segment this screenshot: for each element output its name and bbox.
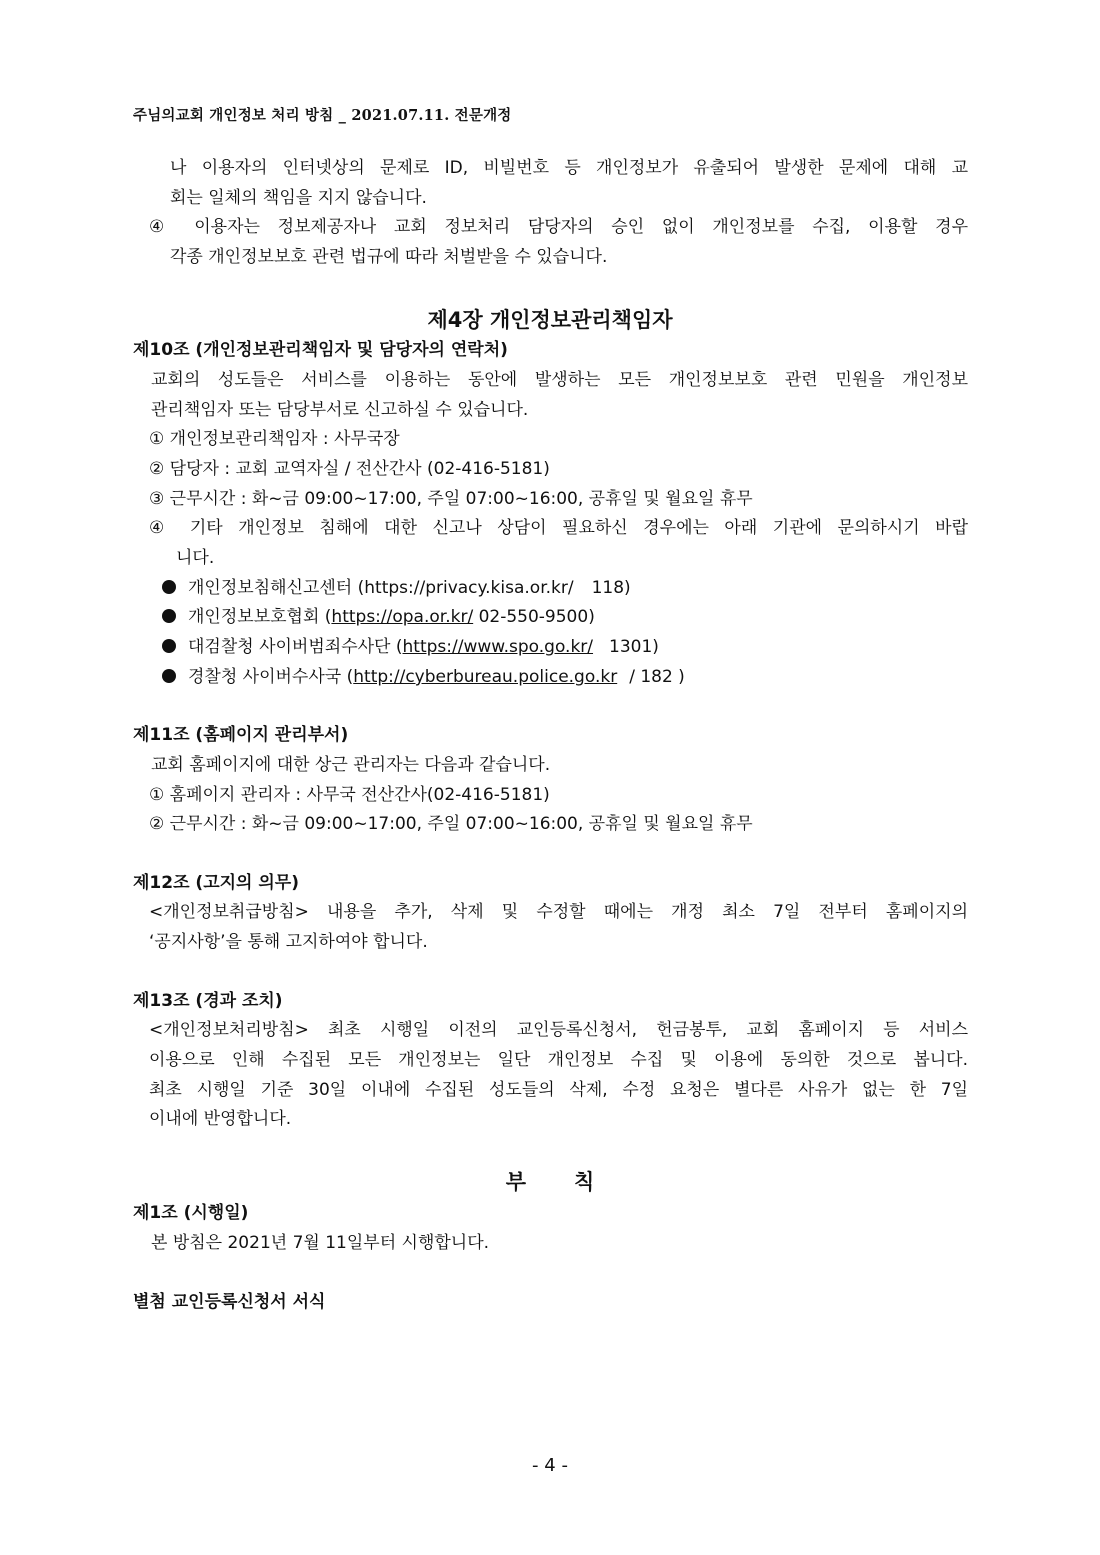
agency-list-item: 경찰청 사이버수사국 (http://cyberbureau.police.go.kr / 182 ) [162,665,685,689]
bullet-icon [162,580,176,594]
intro-line-2: 회는 일체의 책임을 지지 않습니다. [170,188,427,208]
supplementary-title: 부 칙 [505,1170,595,1194]
chapter-title: 제4장 개인정보관리책임자 [427,308,673,332]
agency-list-item: 개인정보침해신고센터 (https://privacy.kisa.or.kr/ 118) [162,576,631,600]
article-10-item-4-cont: 니다. [176,548,215,568]
agency-list-item: 대검찰청 사이버범죄수사단 (https://www.spo.go.kr/ 1301) [162,635,659,659]
article-10-item-1: ① 개인정보관리책임자 : 사무국장 [149,429,400,449]
agency-list-item: 개인정보보호협회 (https://opa.or.kr/ 02-550-9500) [162,605,595,629]
attachment-label: 별첨 교인등록신청서 서식 [133,1292,326,1312]
article-11-title: 제11조 (홈페이지 관리부서) [133,725,349,745]
bullet-icon [162,639,176,653]
article-10-para-2: 관리책임자 또는 담당부서로 신고하실 수 있습니다. [151,400,529,420]
cyberbureau-link[interactable]: http://cyberbureau.police.go.kr [353,667,618,687]
document-header: 주님의교회 개인정보 처리 방침 _ 2021.07.11. 전문개정 [133,107,512,124]
article-11-item-2: ② 근무시간 : 화~금 09:00~17:00, 주일 07:00~16:00, 공휴일 및 월요일 휴무 [149,814,753,834]
article-10-item-2: ② 담당자 : 교회 교역자실 / 전산간사 (02-416-5181) [149,459,550,479]
article-10-para-1: 교회의 성도들은 서비스를 이용하는 동안에 발생하는 모든 개인정보보호 관련 민원을 개인정보 [151,370,968,390]
page-number: - 4 - [532,1455,568,1476]
article-10-item-4: ④ 기타 개인정보 침해에 대한 신고나 상담이 필요하신 경우에는 아래 기관에 문의하시기 바랍 [149,518,968,538]
bullet-icon [162,609,176,623]
spo-link[interactable]: https://www.spo.go.kr/ [402,637,594,657]
opa-link[interactable]: https://opa.or.kr/ [331,607,474,627]
article-12-para-2: ‘공지사항’을 통해 고지하여야 합니다. [149,932,428,952]
supplementary-article-1-title: 제1조 (시행일) [133,1203,249,1223]
bullet-icon [162,669,176,683]
article-11-item-1: ① 홈페이지 관리자 : 사무국 전산간사(02-416-5181) [149,785,550,805]
intro-line-1: 나 이용자의 인터넷상의 문제로 ID, 비빌번호 등 개인정보가 유출되어 발생한 문제에 대해 교 [170,158,968,178]
article-12-para-1: <개인정보취급방침> 내용을 추가, 삭제 및 수정할 때에는 개정 최소 7일 전부터 홈페이지의 [149,902,968,922]
intro-line-4: 각종 개인정보보호 관련 법규에 따라 처벌받을 수 있습니다. [170,247,608,267]
article-10-item-3: ③ 근무시간 : 화~금 09:00~17:00, 주일 07:00~16:00, 공휴일 및 월요일 휴무 [149,489,753,509]
article-13-title: 제13조 (경과 조치) [133,991,283,1011]
intro-line-3: ④ 이용자는 정보제공자나 교회 정보처리 담당자의 승인 없이 개인정보를 수집, 이용할 경우 [149,217,968,237]
article-10-title: 제10조 (개인정보관리책임자 및 담당자의 연락처) [133,340,508,360]
article-12-title: 제12조 (고지의 의무) [133,873,299,893]
article-13-para-1: <개인정보처리방침> 최초 시행일 이전의 교인등록신청서, 헌금봉투, 교회 홈페이지 등 서비스 [149,1020,968,1040]
article-11-para-1: 교회 홈페이지에 대한 상근 관리자는 다음과 같습니다. [151,755,551,775]
article-13-para-3: 최초 시행일 기준 30일 이내에 수집된 성도들의 삭제, 수정 요청은 별다른 사유가 없는 한 7일 [149,1080,968,1100]
article-13-para-4: 이내에 반영합니다. [149,1109,292,1129]
supplementary-article-1-para: 본 방침은 2021년 7월 11일부터 시행합니다. [151,1233,490,1253]
article-13-para-2: 이용으로 인해 수집된 모든 개인정보는 일단 개인정보 수집 및 이용에 동의한 것으로 봅니다. [149,1050,968,1070]
